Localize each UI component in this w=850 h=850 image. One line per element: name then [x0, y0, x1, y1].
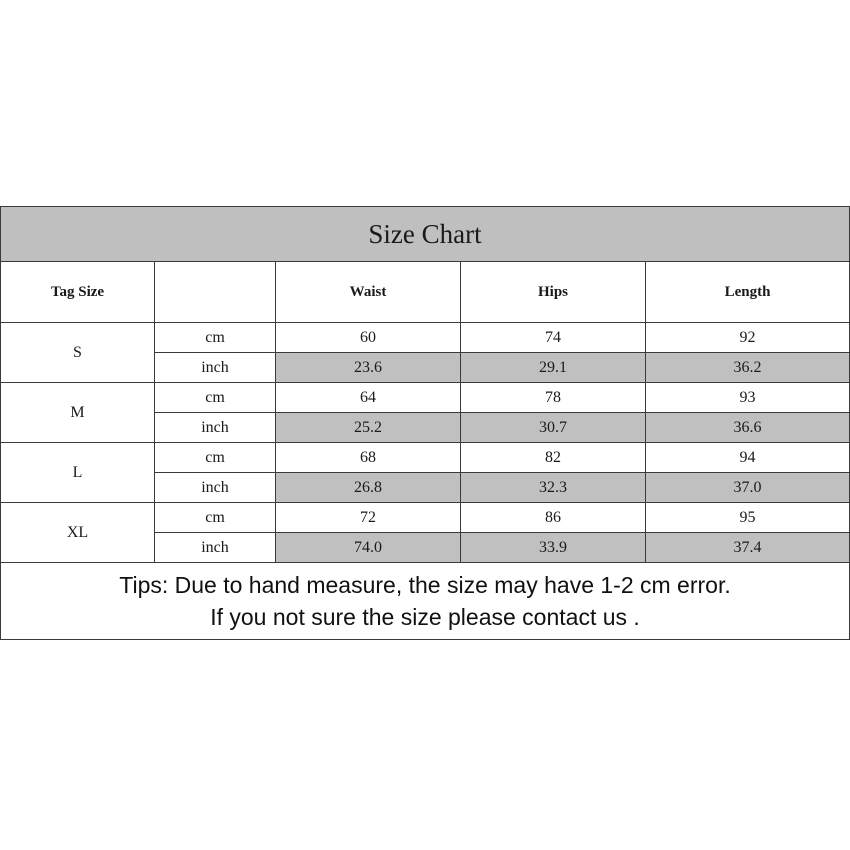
- unit-cell: cm: [155, 503, 276, 533]
- size-label-l: L: [1, 443, 155, 503]
- waist-cell: 25.2: [276, 413, 461, 443]
- waist-cell: 60: [276, 323, 461, 353]
- table-row: [1, 323, 850, 353]
- hips-cell: 78: [461, 383, 646, 413]
- unit-cell: inch: [155, 533, 276, 563]
- chart-title: Size Chart: [1, 207, 850, 262]
- waist-cell: 74.0: [276, 533, 461, 563]
- waist-cell: 72: [276, 503, 461, 533]
- size-label-m: M: [1, 383, 155, 443]
- hips-cell: 74: [461, 323, 646, 353]
- hips-cell: 33.9: [461, 533, 646, 563]
- header-waist: Waist: [276, 262, 461, 323]
- waist-cell: 26.8: [276, 473, 461, 503]
- header-length: Length: [646, 262, 850, 323]
- size-label-xl: XL: [1, 503, 155, 563]
- length-cell: 94: [646, 443, 850, 473]
- tips-line-1: Tips: Due to hand measure, the size may have 1-2 cm error.: [119, 572, 731, 598]
- unit-cell: cm: [155, 383, 276, 413]
- tips-note: [1, 563, 850, 640]
- table-row: [1, 383, 850, 413]
- length-cell: 37.0: [646, 473, 850, 503]
- length-cell: 36.6: [646, 413, 850, 443]
- waist-cell: 23.6: [276, 353, 461, 383]
- unit-cell: inch: [155, 473, 276, 503]
- waist-cell: 64: [276, 383, 461, 413]
- hips-cell: 86: [461, 503, 646, 533]
- hips-cell: 82: [461, 443, 646, 473]
- unit-cell: cm: [155, 443, 276, 473]
- hips-cell: 29.1: [461, 353, 646, 383]
- length-cell: 93: [646, 383, 850, 413]
- unit-cell: inch: [155, 413, 276, 443]
- header-hips: Hips: [461, 262, 646, 323]
- length-cell: 92: [646, 323, 850, 353]
- unit-cell: cm: [155, 323, 276, 353]
- size-chart-table: [0, 206, 850, 640]
- length-cell: 36.2: [646, 353, 850, 383]
- hips-cell: 32.3: [461, 473, 646, 503]
- size-label-s: S: [1, 323, 155, 383]
- table-row: [1, 503, 850, 533]
- header-unit: [155, 262, 276, 323]
- tips-line-2: If you not sure the size please contact us .: [210, 604, 640, 630]
- table-row: [1, 443, 850, 473]
- length-cell: 95: [646, 503, 850, 533]
- header-tag-size: Tag Size: [1, 262, 155, 323]
- waist-cell: 68: [276, 443, 461, 473]
- length-cell: 37.4: [646, 533, 850, 563]
- unit-cell: inch: [155, 353, 276, 383]
- hips-cell: 30.7: [461, 413, 646, 443]
